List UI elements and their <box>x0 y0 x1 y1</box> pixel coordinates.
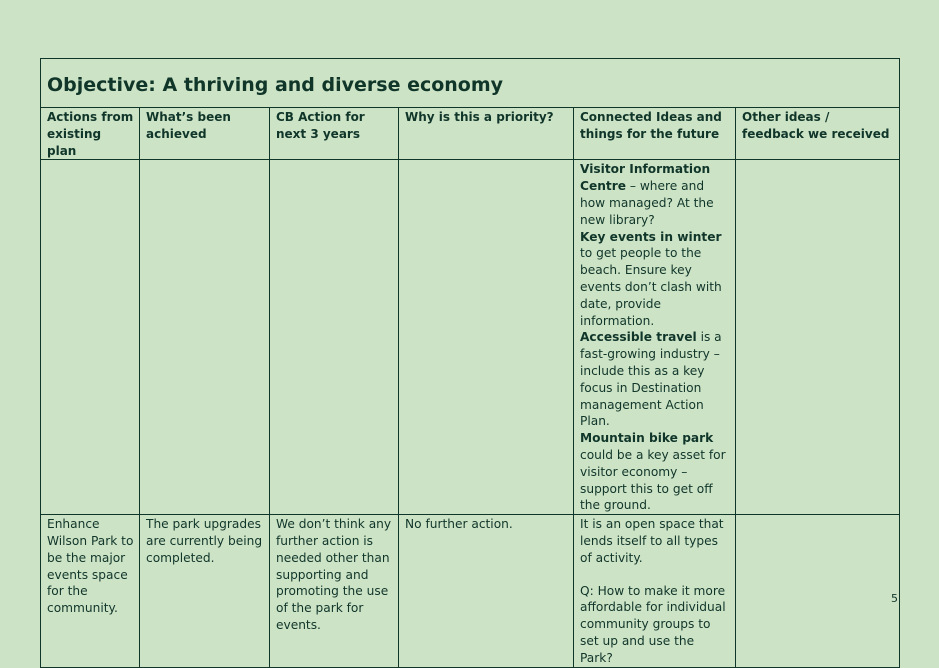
objective-table <box>40 58 900 668</box>
header-row <box>41 108 900 160</box>
cell-actions <box>41 160 140 515</box>
cell-priority: No further action. <box>399 515 574 667</box>
paragraph-gap <box>580 567 730 583</box>
column-header-achieved: What’s been achieved <box>140 108 270 160</box>
idea-visitor-centre: Visitor Information Centre – where and how managed? At the new library? <box>580 162 714 227</box>
objective-title: Objective: A thriving and diverse economy <box>47 74 504 96</box>
cell-cb-action: We don’t think any further action is needed other than supporting and promoting the use of the park for events. <box>270 515 399 667</box>
cell-ideas <box>574 515 736 667</box>
column-header-feedback: Other ideas / feedback we received <box>736 108 900 160</box>
table-row <box>41 160 900 515</box>
cell-priority <box>399 160 574 515</box>
column-header-ideas: Connected Ideas and things for the future <box>574 108 736 160</box>
cell-actions: Enhance Wilson Park to be the major events space for the community. <box>41 515 140 667</box>
table-row <box>41 515 900 667</box>
page-number: 5 <box>891 592 898 605</box>
cell-achieved: The park upgrades are currently being completed. <box>140 515 270 667</box>
column-header-priority: Why is this a priority? <box>399 108 574 160</box>
cell-achieved <box>140 160 270 515</box>
cell-ideas <box>574 160 736 515</box>
idea-mountain-bike-park: Mountain bike park could be a key asset for visitor economy – support this to get off the ground. <box>580 431 726 513</box>
idea-affordability-question: Q: How to make it more affordable for individual community groups to set up and use the Park? <box>580 583 726 665</box>
title-row <box>41 59 900 108</box>
column-header-actions: Actions from existing plan <box>41 108 140 160</box>
idea-open-space: It is an open space that lends itself to all types of activity. <box>580 517 724 565</box>
cell-cb-action <box>270 160 399 515</box>
idea-winter-events: Key events in winter to get people to the beach. Ensure key events don’t clash with date, provide information. <box>580 229 722 328</box>
title-cell <box>41 59 900 108</box>
idea-accessible-travel: Accessible travel is a fast-growing industry – include this as a key focus in Destination management Action Plan. <box>580 330 722 429</box>
cell-feedback <box>736 160 900 515</box>
column-header-cb-action: CB Action for next 3 years <box>270 108 399 160</box>
cell-feedback <box>736 515 900 667</box>
